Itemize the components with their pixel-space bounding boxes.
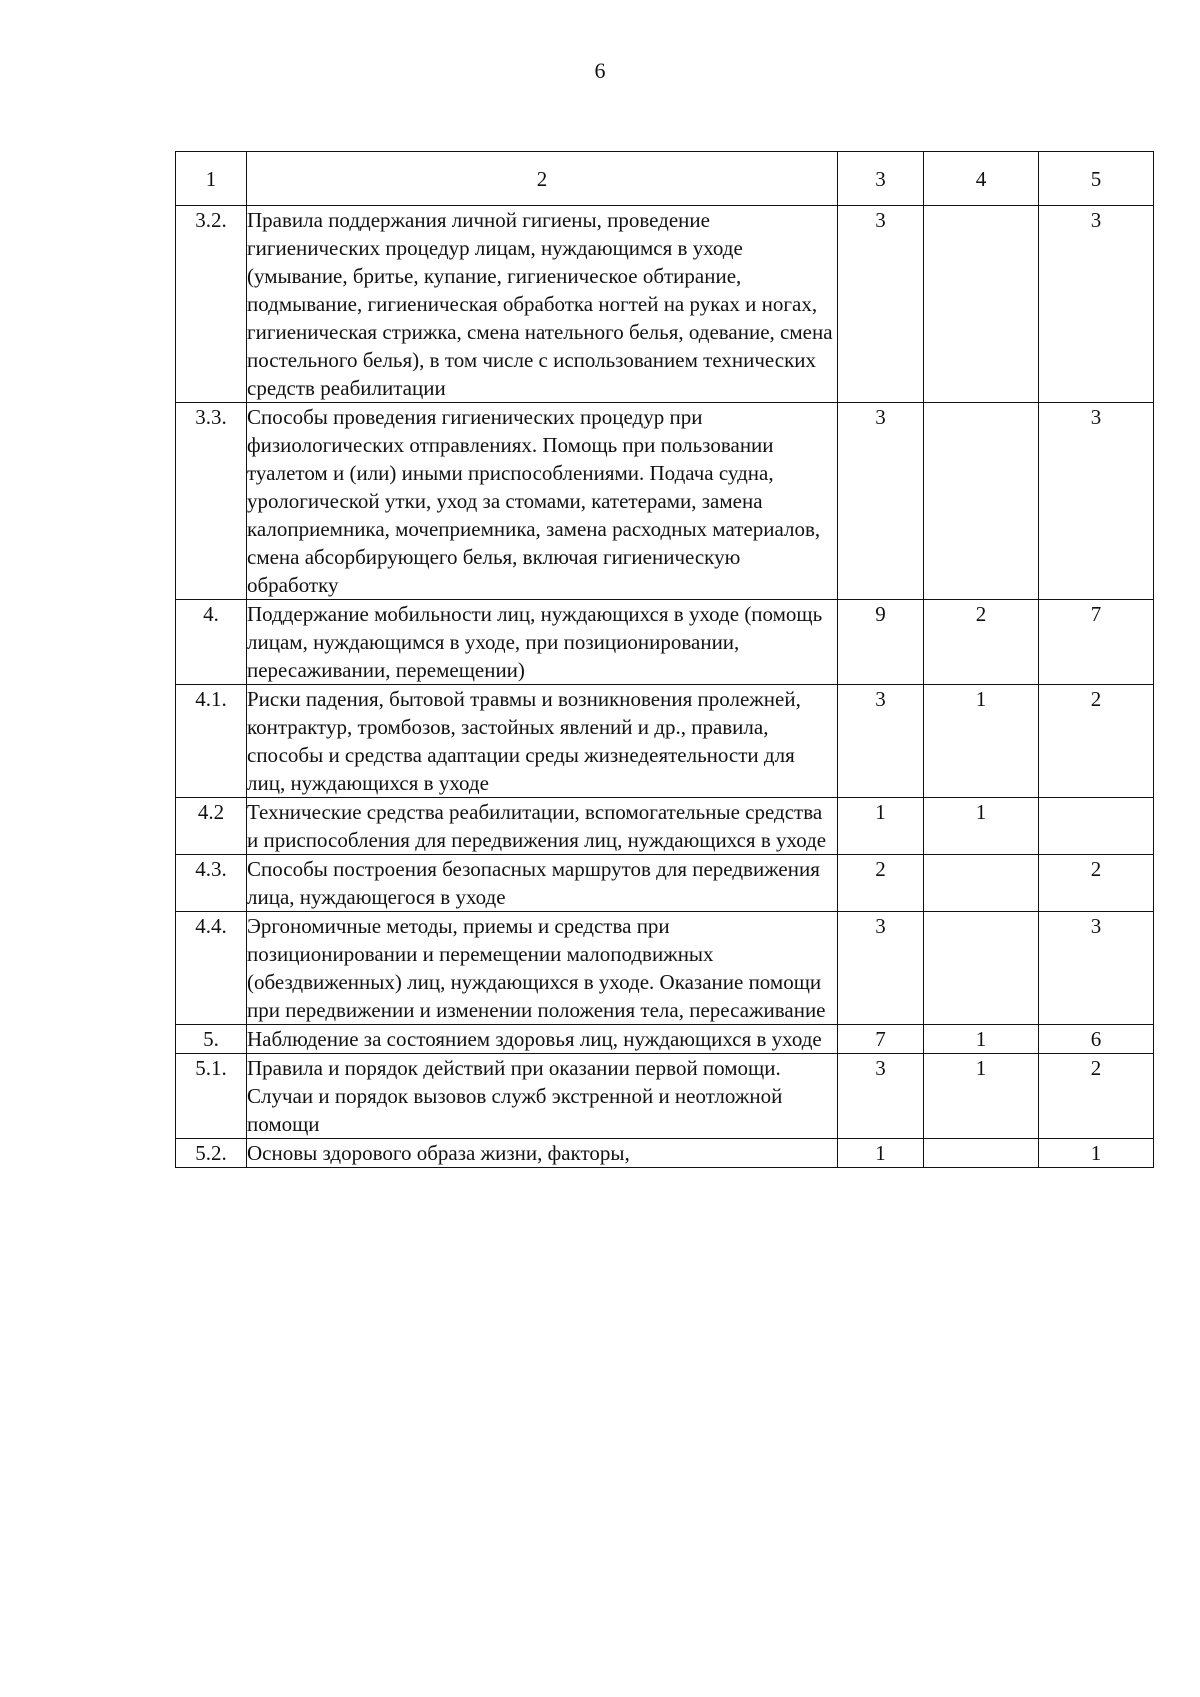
row-topic: Способы построения безопасных маршрутов для передвижения лица, нуждающегося в уходе [247,855,838,912]
row-col4: 1 [924,798,1039,855]
row-number: 5. [176,1025,247,1054]
table-row [176,206,1154,403]
row-col5: 3 [1039,912,1154,1025]
row-col3: 1 [838,798,924,855]
row-topic: Правила поддержания личной гигиены, проведение гигиенических процедур лицам, нуждающимся в уходе (умывание, бритье, купание, гигиеническое обтирание, подмывание, гигиеническая обработка ногтей на руках и ногах, гигиеническая стрижка, смена нательного белья, одевание, смена постельного белья), в том числе с использованием технических средств реабилитации [247,206,838,403]
row-col3: 1 [838,1139,924,1168]
row-col5: 2 [1039,685,1154,798]
row-col3: 3 [838,206,924,403]
row-topic: Способы проведения гигиенических процедур при физиологических отправлениях. Помощь при пользовании туалетом и (или) иными приспособлениями. Подача судна, урологической утки, уход за стомами, катетерами, замена калоприемника, мочеприемника, замена расходных материалов, смена абсорбирующего белья, включая гигиеническую обработку [247,403,838,600]
row-col3: 7 [838,1025,924,1054]
row-col4: 1 [924,1054,1039,1139]
row-col4 [924,206,1039,403]
row-number: 4. [176,600,247,685]
table-row [176,1054,1154,1139]
row-col5: 7 [1039,600,1154,685]
row-number: 4.2 [176,798,247,855]
table-row [176,1139,1154,1168]
table-row [176,798,1154,855]
row-col4 [924,912,1039,1025]
row-col4: 1 [924,685,1039,798]
curriculum-table [175,151,1154,1168]
table-row [176,855,1154,912]
row-col5: 2 [1039,855,1154,912]
header-row [176,152,1154,206]
row-col4 [924,1139,1039,1168]
row-col3: 2 [838,855,924,912]
page-number: 6 [594,58,606,83]
row-topic: Эргономичные методы, приемы и средства при позиционировании и перемещении малоподвижных (обездвиженных) лиц, нуждающихся в уходе. Оказание помощи при передвижении и изменении положения тела, пересаживание [247,912,838,1025]
row-number: 5.1. [176,1054,247,1139]
header-cell-5: 5 [1039,152,1154,206]
row-number: 3.2. [176,206,247,403]
header-cell-3: 3 [838,152,924,206]
row-col4 [924,855,1039,912]
header-cell-4: 4 [924,152,1039,206]
table-row [176,600,1154,685]
table-row [176,1025,1154,1054]
row-col3: 3 [838,403,924,600]
row-col5: 3 [1039,206,1154,403]
header-cell-1: 1 [176,152,247,206]
row-topic: Технические средства реабилитации, вспомогательные средства и приспособления для передвижения лиц, нуждающихся в уходе [247,798,838,855]
row-col3: 3 [838,912,924,1025]
row-number: 4.3. [176,855,247,912]
row-col4: 1 [924,1025,1039,1054]
row-topic: Риски падения, бытовой травмы и возникновения пролежней, контрактур, тромбозов, застойных явлений и др., правила, способы и средства адаптации среды жизнедеятельности для лиц, нуждающихся в уходе [247,685,838,798]
row-topic: Правила и порядок действий при оказании первой помощи. Случаи и порядок вызовов служб экстренной и неотложной помощи [247,1054,838,1139]
row-number: 4.1. [176,685,247,798]
row-topic: Наблюдение за состоянием здоровья лиц, нуждающихся в уходе [247,1025,838,1054]
table-row [176,912,1154,1025]
row-number: 4.4. [176,912,247,1025]
row-topic: Основы здорового образа жизни, факторы, [247,1139,838,1168]
row-col5 [1039,798,1154,855]
row-col3: 3 [838,1054,924,1139]
row-col5: 1 [1039,1139,1154,1168]
row-col3: 9 [838,600,924,685]
row-col4: 2 [924,600,1039,685]
row-col5: 3 [1039,403,1154,600]
row-number: 3.3. [176,403,247,600]
row-col3: 3 [838,685,924,798]
row-number: 5.2. [176,1139,247,1168]
row-col5: 6 [1039,1025,1154,1054]
header-cell-2: 2 [247,152,838,206]
table-row [176,403,1154,600]
row-topic: Поддержание мобильности лиц, нуждающихся в уходе (помощь лицам, нуждающимся в уходе, при позиционировании, пересаживании, перемещении) [247,600,838,685]
row-col5: 2 [1039,1054,1154,1139]
table-row [176,685,1154,798]
row-col4 [924,403,1039,600]
